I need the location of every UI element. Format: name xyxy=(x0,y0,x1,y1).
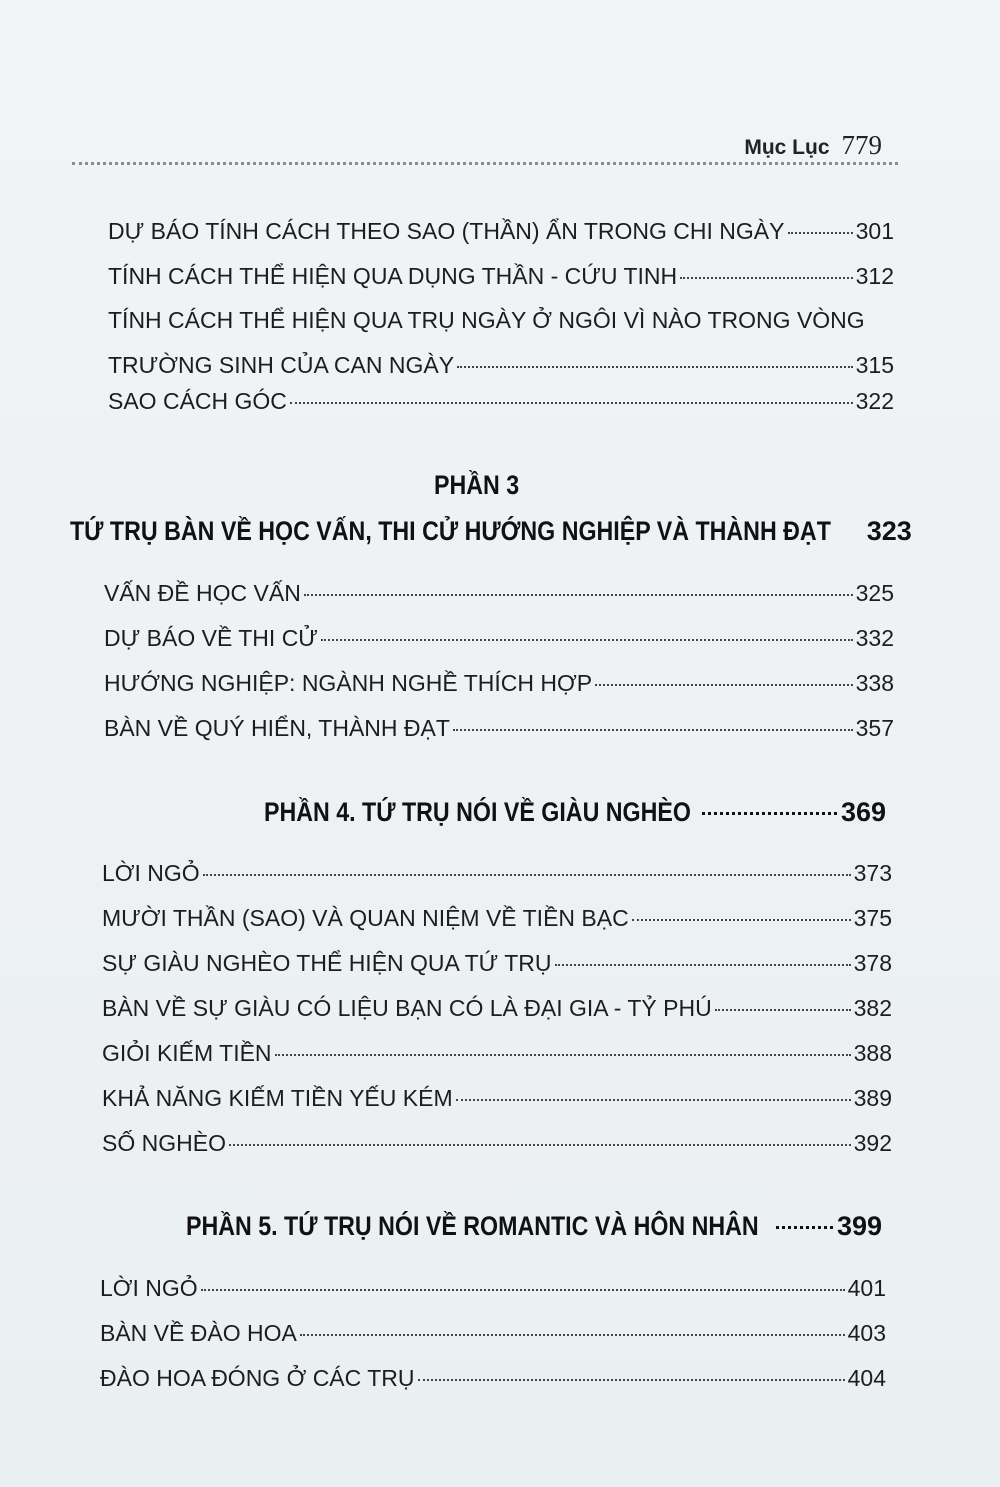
part3-label: PHẦN 3 xyxy=(434,470,520,500)
toc-entry-page: 312 xyxy=(855,263,894,289)
toc-entry-page: 315 xyxy=(855,352,894,378)
toc-entry-label: BÀN VỀ QUÝ HIỂN, THÀNH ĐẠT xyxy=(104,715,450,741)
leader-dots xyxy=(229,1144,851,1146)
leader-dots xyxy=(555,964,851,966)
toc-entry[interactable] xyxy=(102,903,892,933)
toc-entry-page: 389 xyxy=(853,1085,892,1111)
leader-dots xyxy=(680,277,852,279)
toc-entry[interactable] xyxy=(104,713,894,743)
toc-entry-label: ĐÀO HOA ĐÓNG Ở CÁC TRỤ xyxy=(100,1365,415,1391)
toc-entry[interactable] xyxy=(108,216,894,246)
toc-entry-page: 373 xyxy=(853,860,892,886)
toc-entry-label: BÀN VỀ SỰ GIÀU CÓ LIỆU BẠN CÓ LÀ ĐẠI GIA - TỶ PHÚ xyxy=(102,995,712,1021)
leader-dots xyxy=(203,874,851,876)
toc-entry-page: 382 xyxy=(853,995,892,1021)
part5-title: PHẦN 5. TỨ TRỤ NÓI VỀ ROMANTIC VÀ HÔN NHÂN xyxy=(186,1211,759,1241)
leader-dots xyxy=(300,1334,845,1336)
toc-entry[interactable] xyxy=(102,858,892,888)
toc-entry-label: HƯỚNG NGHIỆP: NGÀNH NGHỀ THÍCH HỢP xyxy=(104,670,593,696)
leader-dots xyxy=(788,232,853,234)
toc-entry-label-line2: TRƯỜNG SINH CỦA CAN NGÀY xyxy=(108,352,455,378)
leader-dots xyxy=(632,919,851,921)
toc-entry-label: SỰ GIÀU NGHÈO THỂ HIỆN QUA TỨ TRỤ xyxy=(102,950,552,976)
toc-entry[interactable] xyxy=(100,1363,886,1393)
toc-entry-page: 378 xyxy=(853,950,892,976)
toc-entry-label: LỜI NGỎ xyxy=(102,860,200,886)
toc-entry-page: 322 xyxy=(855,388,894,414)
toc-entry[interactable] xyxy=(102,993,892,1023)
toc-entry-label: KHẢ NĂNG KIẾM TIỀN YẾU KÉM xyxy=(102,1085,453,1111)
toc-entry[interactable] xyxy=(108,386,894,416)
part5-heading[interactable] xyxy=(186,1211,882,1242)
toc-entry[interactable] xyxy=(102,1128,892,1158)
leader-dots xyxy=(715,1009,851,1011)
leader-dots xyxy=(453,729,853,731)
toc-entry-label: VẤN ĐỀ HỌC VẤN xyxy=(104,580,301,606)
leader-dots xyxy=(457,366,853,368)
toc-entry-page: 401 xyxy=(847,1275,886,1301)
leader-dots xyxy=(776,1226,833,1229)
toc-entry-page: 357 xyxy=(855,715,894,741)
toc-entry-label-line1: TÍNH CÁCH THỂ HIỆN QUA TRỤ NGÀY Ở NGÔI VÌ NÀO TRONG VÒNG xyxy=(108,307,865,333)
part4-heading[interactable] xyxy=(264,797,886,828)
toc-entry[interactable] xyxy=(102,1038,892,1068)
leader-dots xyxy=(702,812,836,815)
leader-dots xyxy=(290,402,853,404)
toc-entry-page: 301 xyxy=(855,218,894,244)
toc-entry-label: GIỎI KIẾM TIỀN xyxy=(102,1040,272,1066)
toc-entry-page: 338 xyxy=(855,670,894,696)
leader-dots xyxy=(456,1099,851,1101)
part3-page: 323 xyxy=(866,516,912,546)
running-header-title: Mục Lục xyxy=(744,136,830,159)
part4-title: PHẦN 4. TỨ TRỤ NÓI VỀ GIÀU NGHÈO xyxy=(264,797,691,827)
toc-entry-page: 375 xyxy=(853,905,892,931)
toc-entry-label: LỜI NGỎ xyxy=(100,1275,198,1301)
part3-title: TỨ TRỤ BÀN VỀ HỌC VẤN, THI CỬ HƯỚNG NGHIỆP VÀ THÀNH ĐẠT xyxy=(70,516,831,546)
leader-dots xyxy=(595,684,853,686)
toc-entry[interactable] xyxy=(100,1318,886,1348)
running-header xyxy=(744,130,882,161)
toc-entry-page: 388 xyxy=(853,1040,892,1066)
toc-entry[interactable] xyxy=(104,578,894,608)
toc-entry-label: TÍNH CÁCH THỂ HIỆN QUA DỤNG THẦN - CỨU TINH xyxy=(108,263,678,289)
toc-entry-page: 325 xyxy=(855,580,894,606)
toc-entry[interactable] xyxy=(104,623,894,653)
part4-page: 369 xyxy=(840,797,886,827)
toc-entry[interactable] xyxy=(104,668,894,698)
toc-entry[interactable] xyxy=(100,1273,886,1303)
toc-entry-label: BÀN VỀ ĐÀO HOA xyxy=(100,1320,297,1346)
leader-dots xyxy=(321,639,853,641)
toc-entry-label: SAO CÁCH GÓC xyxy=(108,388,287,414)
toc-entry-page: 392 xyxy=(853,1130,892,1156)
toc-entry-page: 404 xyxy=(847,1365,886,1391)
leader-dots xyxy=(304,594,853,596)
toc-entry[interactable] xyxy=(108,298,894,388)
header-dotted-rule xyxy=(72,162,898,165)
toc-entry-page: 403 xyxy=(847,1320,886,1346)
leader-dots xyxy=(275,1054,851,1056)
leader-dots xyxy=(201,1289,845,1291)
toc-entry-label: DỰ BÁO TÍNH CÁCH THEO SAO (THẦN) ẨN TRONG CHI NGÀY xyxy=(108,218,785,244)
toc-entry[interactable] xyxy=(102,948,892,978)
part5-page: 399 xyxy=(836,1211,882,1241)
toc-entry-label: DỰ BÁO VỀ THI CỬ xyxy=(104,625,318,651)
toc-entry[interactable] xyxy=(108,261,894,291)
toc-entry-page: 332 xyxy=(855,625,894,651)
toc-entry-label: SỐ NGHÈO xyxy=(102,1130,226,1156)
toc-entry-label: MƯỜI THẦN (SAO) VÀ QUAN NIỆM VỀ TIỀN BẠC xyxy=(102,905,629,931)
leader-dots xyxy=(418,1379,845,1381)
toc-entry[interactable] xyxy=(102,1083,892,1113)
part3-heading[interactable] xyxy=(70,516,912,547)
running-header-page-number: 779 xyxy=(841,130,882,160)
